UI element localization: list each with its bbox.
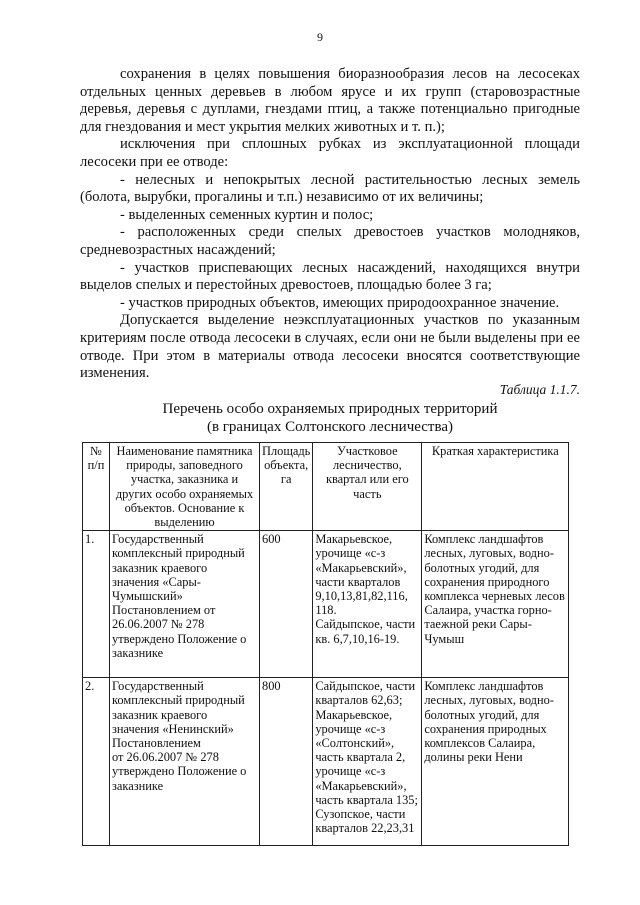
table-caption: Таблица 1.1.7. [499, 382, 580, 397]
cell-line: утверждено Положение о [112, 764, 247, 779]
cell-line: утверждено Положение о [112, 631, 247, 646]
cell-line: значения «Ненинский» [112, 721, 234, 736]
list-item: - нелесных и непокрытых лесной растительностью лесных земель (болота, вырубки, прогалины и т.п.) независимо от их величины; [80, 171, 580, 206]
cell-line: комплексов Салаира, [424, 736, 536, 751]
table-title [80, 400, 580, 436]
list-item: - участков приспевающих лесных насаждений, находящихся внутри выделов спелых и перестойных древостоев, площадью более 3 га; [80, 259, 580, 294]
cell-line: Чумышский» [112, 589, 183, 604]
cell-line: сохранения природного [424, 574, 550, 589]
cell-line: Макарьевское, [315, 707, 393, 722]
cell-line: кв. 6,7,10,16-19. [315, 631, 400, 646]
cell-line: урочище «с-з [315, 721, 386, 736]
cell-line: значения «Сары- [112, 574, 201, 589]
cell-line: 26.06.2007 № 278 [112, 617, 205, 632]
paragraph: сохранения в целях повышения биоразнообразия лесов на лесосеках отдельных ценных деревьев в любом ярусе и их групп (старовозрастные деревья, деревья с дуплами, гнездами птиц, а также потенциально пригодные для гнездования и мест укрытия мелких животных и т. п.); [80, 66, 580, 135]
table-row [83, 531, 569, 678]
header-location: Участковое лесничество, квартал или его часть [313, 443, 422, 531]
cell-line: сохранения природных [424, 721, 547, 736]
cell-line: лесных, луговых, водно- [424, 546, 554, 561]
list-item: - расположенных среди спелых древостоев участков молодняков, средневозрастных насаждений; [80, 224, 580, 258]
row-number: 1. [83, 531, 110, 678]
cell-line: кварталов 22,23,31 [315, 821, 415, 836]
cell-line: «Макарьевский», [315, 778, 407, 793]
table-header-row [83, 443, 569, 531]
cell-line: 9,10,13,81,82,116, [315, 589, 408, 604]
cell-line: часть квартала 2, [315, 750, 406, 765]
header-description: Краткая характеристика [422, 443, 569, 531]
cell-line: кварталов 62,63; [315, 693, 403, 708]
row-name [110, 531, 260, 678]
paragraph: Допускается выделение неэксплуатационных участков по указанным критериям после отвода лесосеки в случаях, если они не были выделены при ее отводе. При этом в материалы отвода лесосеки вносятся соответствующие изменения. [80, 312, 580, 382]
cell-line: «Макарьевский», [315, 560, 407, 575]
cell-line: Постановлением [112, 736, 201, 751]
cell-line: Постановлением от [112, 603, 216, 618]
cell-line: Сузопское, части [315, 807, 406, 822]
row-area: 600 [260, 531, 313, 678]
cell-line: таежной реки Сары- [424, 617, 532, 632]
cell-line: заказник краевого [112, 707, 208, 722]
cell-line: Сайдыпское, части [315, 617, 416, 632]
list-item: - участков природных объектов, имеющих природоохранное значение. [120, 294, 560, 311]
row-location [313, 531, 422, 678]
cell-line: заказнике [112, 778, 164, 793]
paragraph: исключения при сплошных рубках из эксплуатационной площади лесосеки при ее отводе: [80, 136, 580, 170]
cell-line: заказнике [112, 645, 164, 660]
protected-areas-table [82, 442, 569, 846]
cell-line: от 26.06.2007 № 278 [112, 750, 219, 765]
table-title-line: Перечень особо охраняемых природных территорий [162, 401, 498, 417]
cell-line: Макарьевское, [315, 532, 393, 547]
cell-line: Сайдыпское, части [315, 679, 416, 694]
cell-line: лесных, луговых, водно- [424, 693, 554, 708]
cell-line: комплексный природный [112, 546, 245, 561]
cell-line: болотных угодий, для [424, 560, 540, 575]
table-title-line: (в границах Солтонского лесничества) [206, 419, 454, 435]
row-area: 800 [260, 678, 313, 846]
cell-line: Чумыш [424, 631, 465, 646]
row-name [110, 678, 260, 846]
cell-line: Салаира, участка горно- [424, 603, 552, 618]
cell-line: Государственный [112, 532, 204, 547]
cell-line: «Солтонский», [315, 736, 395, 751]
header-name: Наименование памятника природы, заповедного участка, заказника и других особо охраняемых объектов. Основание к выделению [110, 443, 260, 531]
row-description [422, 531, 569, 678]
cell-line: 118. [315, 603, 337, 618]
row-description [422, 678, 569, 846]
cell-line: урочище «с-з [315, 546, 386, 561]
list-item: - выделенных семенных куртин и полос; [120, 206, 374, 223]
cell-line: комплексный природный [112, 693, 245, 708]
cell-line: долины реки Нени [424, 750, 523, 765]
cell-line: урочище «с-з [315, 764, 386, 779]
table-row [83, 678, 569, 846]
cell-line: болотных угодий, для [424, 707, 540, 722]
body-text [80, 66, 580, 383]
cell-line: заказник краевого [112, 560, 208, 575]
cell-line: Государственный [112, 679, 204, 694]
cell-line: комплекса черневых лесов [424, 589, 565, 604]
header-number: № п/п [83, 443, 110, 531]
cell-line: Комплекс ландшафтов [424, 679, 544, 694]
page-number: 9 [317, 30, 323, 44]
row-number: 2. [83, 678, 110, 846]
row-location [313, 678, 422, 846]
cell-line: Комплекс ландшафтов [424, 532, 544, 547]
cell-line: часть квартала 135; [315, 792, 418, 807]
header-area: Площадь объекта, га [260, 443, 313, 531]
cell-line: части кварталов [315, 574, 401, 589]
